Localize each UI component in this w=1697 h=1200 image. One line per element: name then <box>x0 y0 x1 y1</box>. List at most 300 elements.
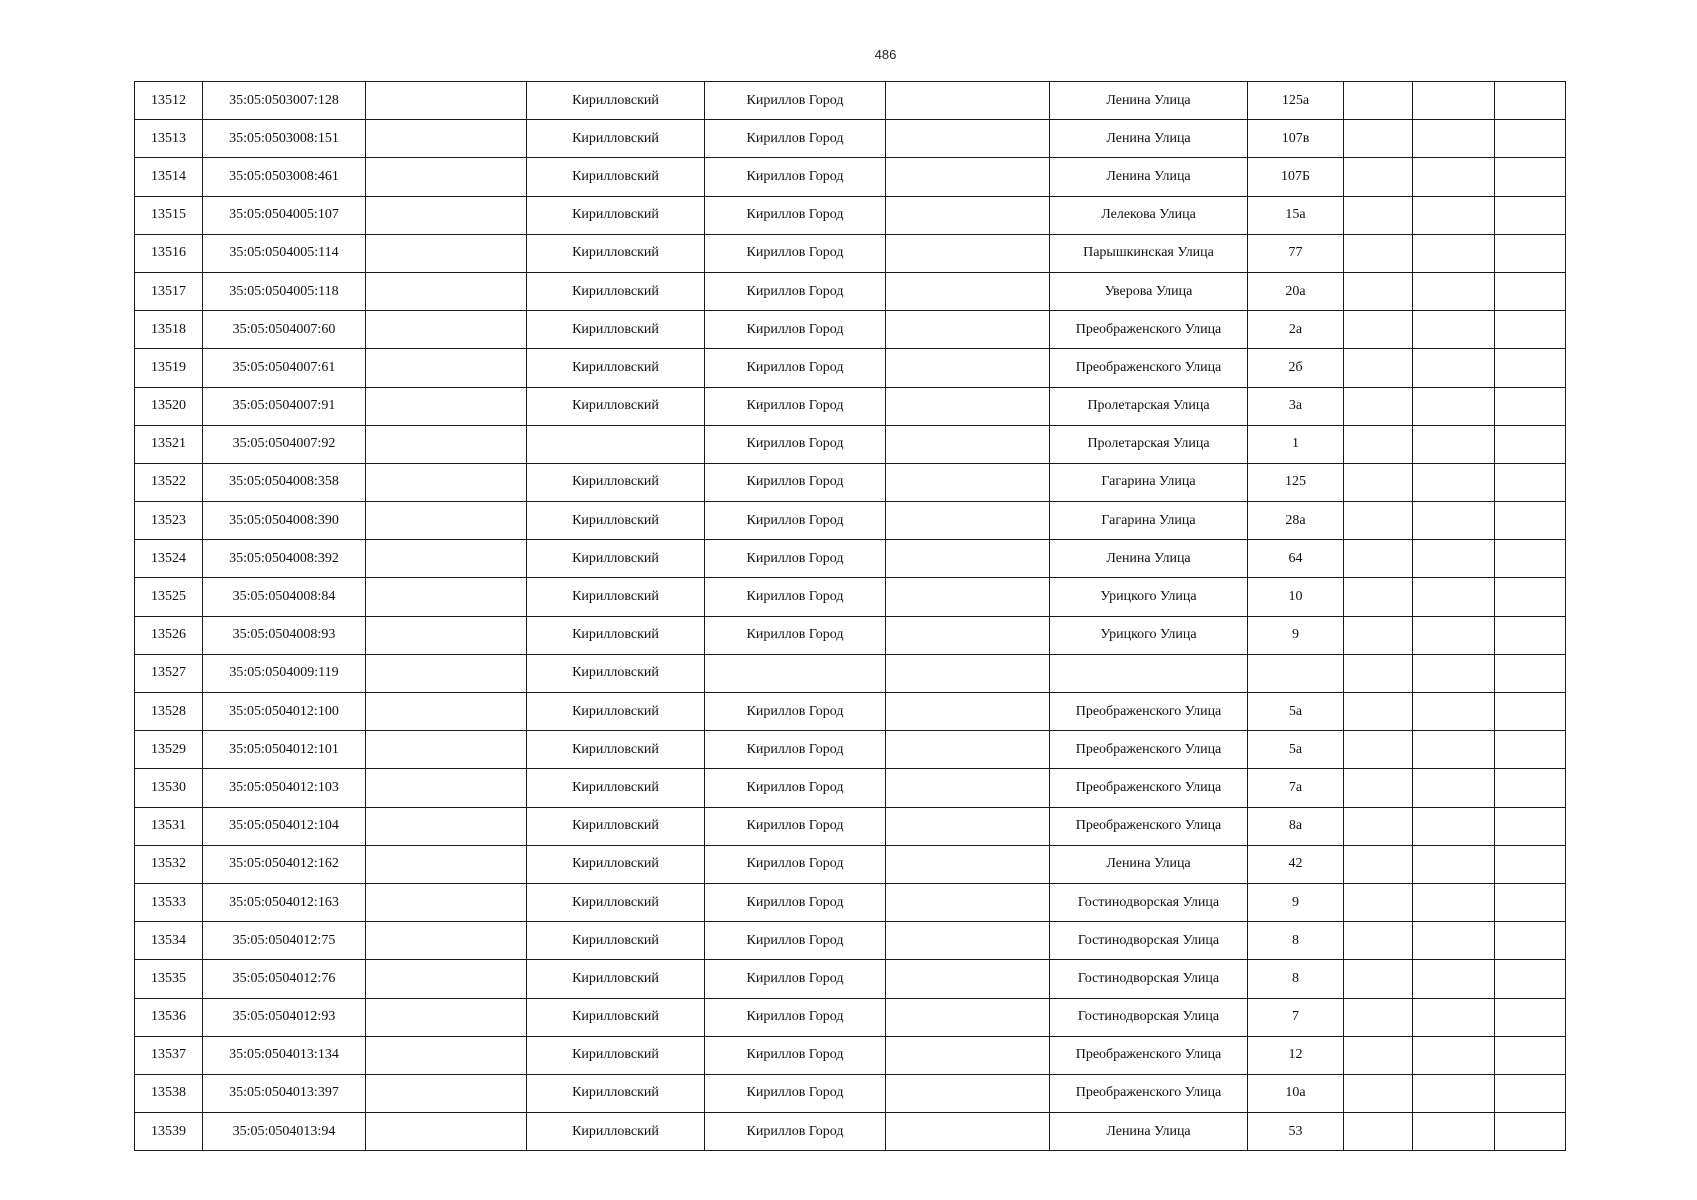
cell-col9 <box>1344 82 1413 120</box>
cell-street: Лелекова Улица <box>1050 196 1248 234</box>
cell-cadastral-number: 35:05:0504008:358 <box>203 463 366 501</box>
cell-cadastral-number: 35:05:0504012:76 <box>203 960 366 998</box>
cell-city: Кириллов Город <box>705 120 886 158</box>
cell-city: Кириллов Город <box>705 1113 886 1151</box>
cell-col11 <box>1495 616 1566 654</box>
cell-col10 <box>1413 960 1495 998</box>
cell-district: Кирилловский <box>527 311 705 349</box>
cell-district: Кирилловский <box>527 1113 705 1151</box>
cell-street: Ленина Улица <box>1050 845 1248 883</box>
cell-id: 13520 <box>135 387 203 425</box>
cell-district: Кирилловский <box>527 349 705 387</box>
cell-district: Кирилловский <box>527 693 705 731</box>
cell-col6 <box>886 731 1050 769</box>
cell-street: Гагарина Улица <box>1050 463 1248 501</box>
cell-district: Кирилловский <box>527 845 705 883</box>
cell-col3 <box>366 311 527 349</box>
cell-cadastral-number: 35:05:0504012:93 <box>203 998 366 1036</box>
cell-house: 9 <box>1248 883 1344 921</box>
cell-col11 <box>1495 654 1566 692</box>
cell-col3 <box>366 578 527 616</box>
cell-cadastral-number: 35:05:0504012:162 <box>203 845 366 883</box>
cell-street: Преображенского Улица <box>1050 693 1248 731</box>
cell-col11 <box>1495 82 1566 120</box>
cell-house: 2а <box>1248 311 1344 349</box>
cell-city: Кириллов Город <box>705 960 886 998</box>
cell-col9 <box>1344 502 1413 540</box>
cell-col11 <box>1495 922 1566 960</box>
cell-col10 <box>1413 654 1495 692</box>
cell-col9 <box>1344 234 1413 272</box>
table-row <box>135 960 1566 998</box>
cell-cadastral-number: 35:05:0504008:93 <box>203 616 366 654</box>
cell-cadastral-number: 35:05:0503008:151 <box>203 120 366 158</box>
table-row <box>135 463 1566 501</box>
cell-col10 <box>1413 502 1495 540</box>
cell-house: 10а <box>1248 1074 1344 1112</box>
cell-col9 <box>1344 998 1413 1036</box>
table-row <box>135 922 1566 960</box>
cell-city: Кириллов Город <box>705 311 886 349</box>
cell-col9 <box>1344 807 1413 845</box>
cell-col6 <box>886 82 1050 120</box>
cell-col9 <box>1344 769 1413 807</box>
cell-col6 <box>886 998 1050 1036</box>
cell-col10 <box>1413 1113 1495 1151</box>
cell-col6 <box>886 120 1050 158</box>
cell-col10 <box>1413 616 1495 654</box>
cell-col10 <box>1413 769 1495 807</box>
cell-street: Парышкинская Улица <box>1050 234 1248 272</box>
cell-cadastral-number: 35:05:0504008:84 <box>203 578 366 616</box>
cell-col3 <box>366 616 527 654</box>
cell-col3 <box>366 540 527 578</box>
table-row <box>135 82 1566 120</box>
table-row <box>135 311 1566 349</box>
cell-district: Кирилловский <box>527 272 705 310</box>
cell-col6 <box>886 693 1050 731</box>
cell-id: 13518 <box>135 311 203 349</box>
cell-col3 <box>366 120 527 158</box>
cell-col3 <box>366 196 527 234</box>
cell-col11 <box>1495 387 1566 425</box>
cell-id: 13522 <box>135 463 203 501</box>
cell-house: 8а <box>1248 807 1344 845</box>
cell-col10 <box>1413 349 1495 387</box>
cell-district: Кирилловский <box>527 82 705 120</box>
cell-col6 <box>886 1036 1050 1074</box>
cell-col3 <box>366 807 527 845</box>
cell-col9 <box>1344 922 1413 960</box>
table-row <box>135 998 1566 1036</box>
cell-city: Кириллов Город <box>705 616 886 654</box>
cell-street: Гагарина Улица <box>1050 502 1248 540</box>
cell-street: Преображенского Улица <box>1050 731 1248 769</box>
cell-col6 <box>886 311 1050 349</box>
cell-house: 42 <box>1248 845 1344 883</box>
cell-house <box>1248 654 1344 692</box>
cell-col11 <box>1495 425 1566 463</box>
cell-col10 <box>1413 998 1495 1036</box>
cell-street: Преображенского Улица <box>1050 1036 1248 1074</box>
cell-city: Кириллов Город <box>705 463 886 501</box>
cell-house: 1 <box>1248 425 1344 463</box>
cell-house: 53 <box>1248 1113 1344 1151</box>
cell-col3 <box>366 272 527 310</box>
cell-cadastral-number: 35:05:0504008:390 <box>203 502 366 540</box>
cell-id: 13526 <box>135 616 203 654</box>
cell-id: 13521 <box>135 425 203 463</box>
cell-district: Кирилловский <box>527 234 705 272</box>
cell-col3 <box>366 922 527 960</box>
cell-col11 <box>1495 883 1566 921</box>
cell-col10 <box>1413 234 1495 272</box>
cell-col9 <box>1344 120 1413 158</box>
table-body <box>135 82 1566 1151</box>
table-row <box>135 425 1566 463</box>
cell-cadastral-number: 35:05:0504012:104 <box>203 807 366 845</box>
cell-col10 <box>1413 578 1495 616</box>
cell-street: Ленина Улица <box>1050 1113 1248 1151</box>
cell-house: 7 <box>1248 998 1344 1036</box>
cell-street: Гостинодворская Улица <box>1050 960 1248 998</box>
cell-col6 <box>886 960 1050 998</box>
cell-city: Кириллов Город <box>705 769 886 807</box>
cell-col11 <box>1495 272 1566 310</box>
cell-col10 <box>1413 425 1495 463</box>
cell-district: Кирилловский <box>527 120 705 158</box>
cell-district: Кирилловский <box>527 883 705 921</box>
cell-house: 7а <box>1248 769 1344 807</box>
cell-cadastral-number: 35:05:0504005:107 <box>203 196 366 234</box>
cell-house: 9 <box>1248 616 1344 654</box>
cell-col6 <box>886 807 1050 845</box>
cell-col9 <box>1344 425 1413 463</box>
registry-table <box>134 81 1566 1151</box>
cell-col9 <box>1344 578 1413 616</box>
cell-house: 125 <box>1248 463 1344 501</box>
cell-col3 <box>366 234 527 272</box>
cell-district: Кирилловский <box>527 1074 705 1112</box>
cell-city: Кириллов Город <box>705 272 886 310</box>
cell-cadastral-number: 35:05:0504007:60 <box>203 311 366 349</box>
table-row <box>135 845 1566 883</box>
cell-house: 5а <box>1248 731 1344 769</box>
cell-id: 13516 <box>135 234 203 272</box>
cell-col11 <box>1495 769 1566 807</box>
table-row <box>135 272 1566 310</box>
cell-col10 <box>1413 120 1495 158</box>
cell-district: Кирилловский <box>527 807 705 845</box>
cell-col11 <box>1495 234 1566 272</box>
cell-cadastral-number: 35:05:0504012:75 <box>203 922 366 960</box>
cell-id: 13534 <box>135 922 203 960</box>
cell-col9 <box>1344 540 1413 578</box>
cell-district: Кирилловский <box>527 731 705 769</box>
cell-house: 125а <box>1248 82 1344 120</box>
cell-col3 <box>366 1036 527 1074</box>
cell-col6 <box>886 196 1050 234</box>
table-row <box>135 540 1566 578</box>
cell-city: Кириллов Город <box>705 387 886 425</box>
cell-col6 <box>886 922 1050 960</box>
cell-col11 <box>1495 998 1566 1036</box>
cell-id: 13533 <box>135 883 203 921</box>
cell-col9 <box>1344 883 1413 921</box>
table-row <box>135 654 1566 692</box>
cell-id: 13537 <box>135 1036 203 1074</box>
cell-col6 <box>886 272 1050 310</box>
cell-city: Кириллов Город <box>705 158 886 196</box>
cell-house: 20а <box>1248 272 1344 310</box>
table-row <box>135 578 1566 616</box>
cell-district: Кирилловский <box>527 387 705 425</box>
cell-district: Кирилловский <box>527 1036 705 1074</box>
table-row <box>135 731 1566 769</box>
cell-district: Кирилловский <box>527 196 705 234</box>
cell-id: 13513 <box>135 120 203 158</box>
cell-col10 <box>1413 922 1495 960</box>
cell-city: Кириллов Город <box>705 807 886 845</box>
cell-city: Кириллов Город <box>705 196 886 234</box>
cell-id: 13525 <box>135 578 203 616</box>
cell-col9 <box>1344 616 1413 654</box>
cell-city: Кириллов Город <box>705 1074 886 1112</box>
cell-col11 <box>1495 502 1566 540</box>
cell-col10 <box>1413 883 1495 921</box>
cell-col11 <box>1495 196 1566 234</box>
cell-street: Урицкого Улица <box>1050 578 1248 616</box>
cell-col3 <box>366 158 527 196</box>
cell-district: Кирилловский <box>527 654 705 692</box>
cell-district: Кирилловский <box>527 502 705 540</box>
table-row <box>135 616 1566 654</box>
cell-city: Кириллов Город <box>705 883 886 921</box>
cell-street: Пролетарская Улица <box>1050 425 1248 463</box>
cell-street <box>1050 654 1248 692</box>
cell-col3 <box>366 960 527 998</box>
cell-col6 <box>886 769 1050 807</box>
cell-id: 13519 <box>135 349 203 387</box>
table-row <box>135 807 1566 845</box>
cell-street: Ленина Улица <box>1050 540 1248 578</box>
cell-col6 <box>886 540 1050 578</box>
cell-street: Уверова Улица <box>1050 272 1248 310</box>
cell-city: Кириллов Город <box>705 82 886 120</box>
cell-cadastral-number: 35:05:0504012:100 <box>203 693 366 731</box>
cell-district: Кирилловский <box>527 540 705 578</box>
cell-col6 <box>886 845 1050 883</box>
cell-id: 13515 <box>135 196 203 234</box>
cell-city: Кириллов Город <box>705 922 886 960</box>
cell-col6 <box>886 616 1050 654</box>
cell-col9 <box>1344 463 1413 501</box>
cell-id: 13514 <box>135 158 203 196</box>
cell-col11 <box>1495 731 1566 769</box>
cell-col10 <box>1413 196 1495 234</box>
cell-street: Преображенского Улица <box>1050 807 1248 845</box>
cell-id: 13524 <box>135 540 203 578</box>
cell-col9 <box>1344 1113 1413 1151</box>
cell-col10 <box>1413 1074 1495 1112</box>
table-row <box>135 234 1566 272</box>
cell-cadastral-number: 35:05:0503007:128 <box>203 82 366 120</box>
cell-city: Кириллов Город <box>705 731 886 769</box>
cell-house: 5а <box>1248 693 1344 731</box>
cell-id: 13536 <box>135 998 203 1036</box>
cell-col3 <box>366 387 527 425</box>
cell-col6 <box>886 654 1050 692</box>
cell-col9 <box>1344 960 1413 998</box>
cell-col11 <box>1495 578 1566 616</box>
cell-col11 <box>1495 693 1566 731</box>
cell-city: Кириллов Город <box>705 502 886 540</box>
cell-col10 <box>1413 731 1495 769</box>
cell-col10 <box>1413 693 1495 731</box>
cell-col6 <box>886 234 1050 272</box>
cell-house: 3а <box>1248 387 1344 425</box>
cell-city: Кириллов Город <box>705 540 886 578</box>
table-row <box>135 1113 1566 1151</box>
cell-col11 <box>1495 311 1566 349</box>
cell-id: 13517 <box>135 272 203 310</box>
cell-col6 <box>886 578 1050 616</box>
cell-district: Кирилловский <box>527 463 705 501</box>
cell-house: 2б <box>1248 349 1344 387</box>
table-row <box>135 502 1566 540</box>
cell-col3 <box>366 693 527 731</box>
cell-street: Пролетарская Улица <box>1050 387 1248 425</box>
cell-cadastral-number: 35:05:0504007:61 <box>203 349 366 387</box>
cell-street: Ленина Улица <box>1050 82 1248 120</box>
cell-cadastral-number: 35:05:0504012:101 <box>203 731 366 769</box>
table-row <box>135 693 1566 731</box>
cell-cadastral-number: 35:05:0504012:103 <box>203 769 366 807</box>
cell-col11 <box>1495 1036 1566 1074</box>
cell-city: Кириллов Город <box>705 845 886 883</box>
cell-district: Кирилловский <box>527 578 705 616</box>
table-row <box>135 1074 1566 1112</box>
cell-city: Кириллов Город <box>705 425 886 463</box>
cell-col6 <box>886 158 1050 196</box>
cell-city: Кириллов Город <box>705 578 886 616</box>
cell-col3 <box>366 1074 527 1112</box>
cell-col11 <box>1495 158 1566 196</box>
cell-col6 <box>886 1113 1050 1151</box>
cell-street: Гостинодворская Улица <box>1050 883 1248 921</box>
cell-col11 <box>1495 845 1566 883</box>
cell-col9 <box>1344 196 1413 234</box>
cell-cadastral-number: 35:05:0504009:119 <box>203 654 366 692</box>
cell-col11 <box>1495 960 1566 998</box>
cell-col9 <box>1344 272 1413 310</box>
cell-col10 <box>1413 540 1495 578</box>
cell-district: Кирилловский <box>527 922 705 960</box>
cell-col9 <box>1344 654 1413 692</box>
cell-col10 <box>1413 387 1495 425</box>
cell-col9 <box>1344 349 1413 387</box>
cell-col11 <box>1495 349 1566 387</box>
cell-col11 <box>1495 120 1566 158</box>
cell-col3 <box>366 769 527 807</box>
cell-id: 13532 <box>135 845 203 883</box>
cell-city: Кириллов Город <box>705 998 886 1036</box>
cell-col6 <box>886 883 1050 921</box>
table-row <box>135 769 1566 807</box>
cell-district: Кирилловский <box>527 960 705 998</box>
cell-house: 107в <box>1248 120 1344 158</box>
cell-id: 13535 <box>135 960 203 998</box>
cell-id: 13531 <box>135 807 203 845</box>
cell-cadastral-number: 35:05:0504005:118 <box>203 272 366 310</box>
cell-house: 8 <box>1248 960 1344 998</box>
cell-house: 28а <box>1248 502 1344 540</box>
cell-col3 <box>366 82 527 120</box>
table-row <box>135 120 1566 158</box>
cell-district: Кирилловский <box>527 158 705 196</box>
cell-cadastral-number: 35:05:0504012:163 <box>203 883 366 921</box>
table-row <box>135 883 1566 921</box>
cell-cadastral-number: 35:05:0504005:114 <box>203 234 366 272</box>
cell-col3 <box>366 1113 527 1151</box>
cell-col10 <box>1413 272 1495 310</box>
cell-col11 <box>1495 540 1566 578</box>
cell-col3 <box>366 845 527 883</box>
cell-city: Кириллов Город <box>705 1036 886 1074</box>
table-row <box>135 349 1566 387</box>
cell-street: Урицкого Улица <box>1050 616 1248 654</box>
cell-street: Преображенского Улица <box>1050 349 1248 387</box>
table-row <box>135 196 1566 234</box>
cell-col3 <box>366 998 527 1036</box>
cell-cadastral-number: 35:05:0504013:134 <box>203 1036 366 1074</box>
cell-district <box>527 425 705 463</box>
cell-col10 <box>1413 463 1495 501</box>
cell-col9 <box>1344 311 1413 349</box>
cell-street: Ленина Улица <box>1050 158 1248 196</box>
cell-cadastral-number: 35:05:0504008:392 <box>203 540 366 578</box>
cell-street: Гостинодворская Улица <box>1050 998 1248 1036</box>
cell-col6 <box>886 387 1050 425</box>
cell-col10 <box>1413 807 1495 845</box>
cell-col10 <box>1413 1036 1495 1074</box>
cell-col6 <box>886 1074 1050 1112</box>
cell-cadastral-number: 35:05:0504013:397 <box>203 1074 366 1112</box>
table-row <box>135 158 1566 196</box>
cell-cadastral-number: 35:05:0503008:461 <box>203 158 366 196</box>
cell-id: 13512 <box>135 82 203 120</box>
cell-col10 <box>1413 82 1495 120</box>
cell-house: 15а <box>1248 196 1344 234</box>
cell-col10 <box>1413 158 1495 196</box>
cell-col11 <box>1495 807 1566 845</box>
cell-id: 13538 <box>135 1074 203 1112</box>
cell-district: Кирилловский <box>527 769 705 807</box>
cell-col3 <box>366 731 527 769</box>
cell-col6 <box>886 502 1050 540</box>
cell-city: Кириллов Город <box>705 234 886 272</box>
cell-id: 13530 <box>135 769 203 807</box>
cell-col9 <box>1344 693 1413 731</box>
cell-street: Преображенского Улица <box>1050 311 1248 349</box>
cell-id: 13539 <box>135 1113 203 1151</box>
table-row <box>135 387 1566 425</box>
cell-cadastral-number: 35:05:0504007:91 <box>203 387 366 425</box>
cell-house: 12 <box>1248 1036 1344 1074</box>
cell-col3 <box>366 883 527 921</box>
cell-house: 64 <box>1248 540 1344 578</box>
cell-street: Преображенского Улица <box>1050 1074 1248 1112</box>
